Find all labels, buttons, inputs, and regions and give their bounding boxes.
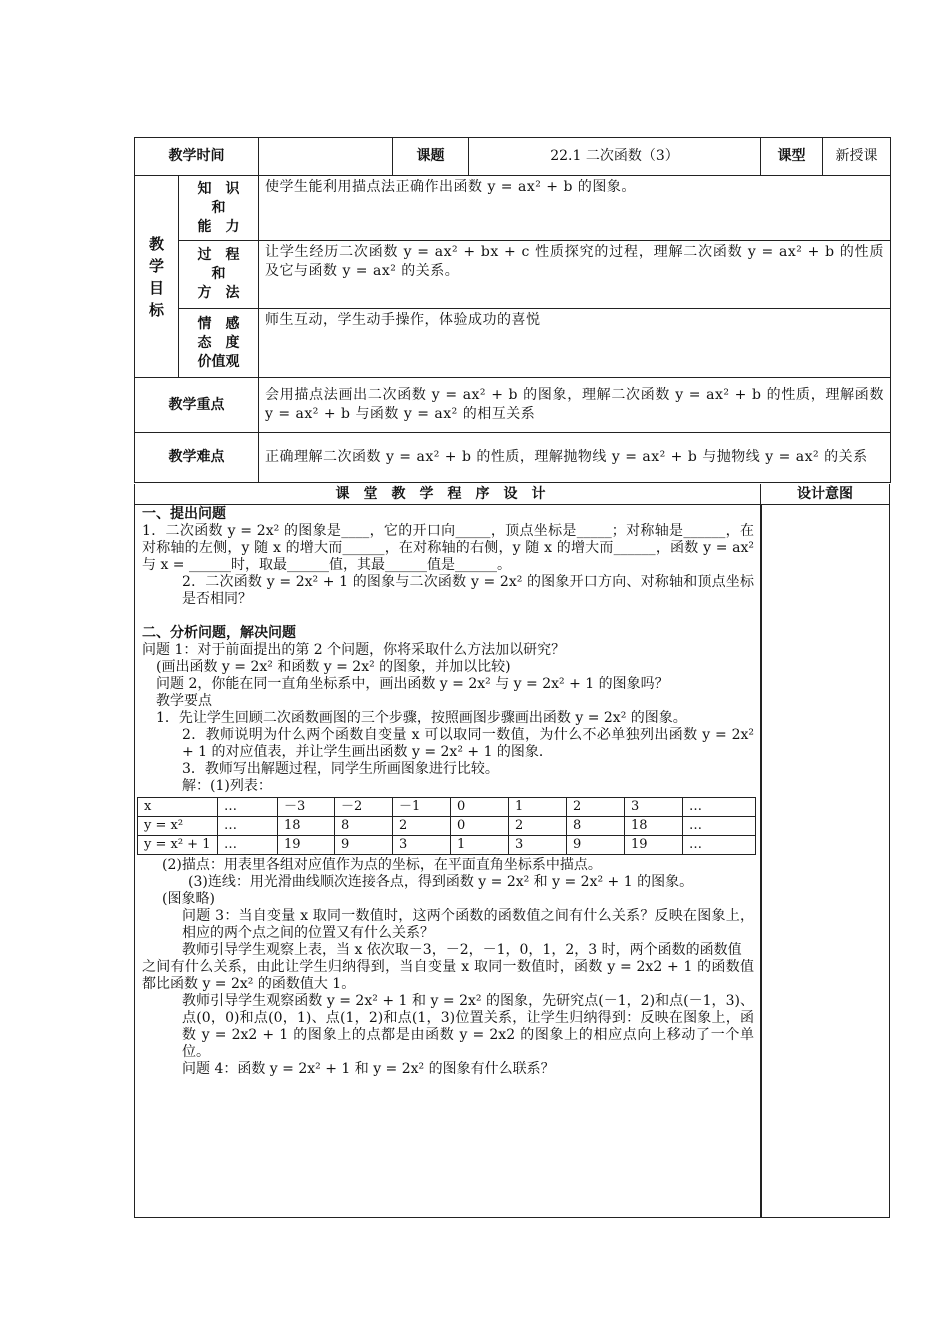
table-row [138, 836, 756, 855]
objective-text-knowledge: 使学生能利用描点法正确作出函数 y = ax² + b 的图象。 [259, 176, 891, 241]
step-2: (2)描点：用表里各组对应值作为点的坐标，在平面直角坐标系中描点。 [162, 857, 602, 873]
objective-text-emotion: 师生互动，学生动手操作，体验成功的喜悦 [259, 309, 891, 378]
objective-label-emotion [179, 309, 259, 378]
difficulties-text: 正确理解二次函数 y = ax² + b 的性质，理解抛物线 y = ax² + b 与抛物线 y = ax² 的关系 [259, 433, 891, 483]
part1-title: 一、提出问题 [142, 506, 226, 522]
table-cell: 3 [393, 836, 451, 855]
table-cell: y = x² + 1 [138, 836, 218, 855]
label-line: 态 度 [197, 334, 240, 351]
topic-label: 课题 [393, 138, 469, 176]
label-line: 能 力 [197, 218, 240, 235]
label-line: 方 法 [197, 285, 240, 301]
teaching-point-2: 2．教师说明为什么两个函数自变量 x 可以取同一数值，为什么不必单独列出函数 y = 2x² + 1 的对应值表，并让学生画出函数 y = 2x² + 1 的图象． [182, 727, 754, 760]
topic-value: 22.1 二次函数（3） [469, 138, 761, 176]
key-points-text: 会用描点法画出二次函数 y = ax² + b 的图象，理解二次函数 y = ax² + b 的性质，理解函数 y = ax² + b 与函数 y = ax² 的相互关系 [259, 378, 891, 433]
objective-text-process: 让学生经历二次函数 y = ax² + bx + c 性质探究的过程，理解二次函数 y = ax² + b 的性质及它与函数 y = ax² 的关系。 [259, 241, 891, 309]
problem-1: 问题 1：对于前面提出的第 2 个问题，你将采取什么方法加以研究？ [142, 642, 566, 658]
column-divider [760, 504, 762, 1217]
procedure-section [134, 484, 890, 1218]
figure-omitted: (图象略) [162, 891, 215, 907]
table-cell: … [683, 798, 756, 817]
lesson-plan-header-table [134, 137, 891, 483]
procedure-title: 课堂教学程序设计 [135, 484, 761, 505]
teaching-point-1: 1．先让学生回顾二次函数画图的三个步骤，按照画图步骤画出函数 y = 2x² 的图象。 [156, 710, 687, 726]
label-line: 和 [211, 266, 226, 282]
table-cell: x [138, 798, 218, 817]
table-cell: －3 [278, 798, 335, 817]
objectives-label-text: 教学目标 [148, 234, 164, 319]
guidance-1: 教师引导学生观察上表，当 x 依次取－3，－2，－1，0，1，2，3 时，两个函数的函数值 [182, 942, 742, 958]
type-value: 新授课 [823, 138, 891, 176]
label-line: 价值观 [197, 353, 240, 370]
table-cell: 2 [393, 817, 451, 836]
table-cell: 0 [451, 798, 509, 817]
table-cell: 9 [335, 836, 393, 855]
table-cell: 1 [451, 836, 509, 855]
table-cell: －2 [335, 798, 393, 817]
label-line: 情 感 [197, 315, 240, 332]
problem-2: 问题 2，你能在同一直角坐标系中，画出函数 y = 2x² 与 y = 2x² + 1 的图象吗？ [156, 676, 669, 692]
procedure-content [142, 506, 754, 1078]
table-row [138, 817, 756, 836]
problem-3: 问题 3：当自变量 x 取同一数值时，这两个函数的函数值之间有什么关系？反映在图象上，相应的两个点之间的位置又有什么关系？ [182, 908, 754, 941]
table-cell: 18 [625, 817, 683, 836]
table-cell: 2 [509, 817, 567, 836]
table-cell: 9 [567, 836, 625, 855]
table-cell: y = x² [138, 817, 218, 836]
time-label: 教学时间 [135, 138, 259, 176]
value-table [137, 797, 756, 855]
teaching-point-3: 3．教师写出解题过程，同学生所画图象进行比较。 [182, 761, 499, 777]
label-line: 和 [211, 199, 226, 216]
design-intent-title: 设计意图 [761, 484, 889, 505]
objective-label-knowledge [179, 176, 259, 241]
question-2: 2．二次函数 y = 2x² + 1 的图象与二次函数 y = 2x² 的图象开口方向、对称轴和顶点坐标是否相同？ [182, 574, 754, 607]
label-line: 过 程 [197, 247, 240, 263]
table-cell: 19 [278, 836, 335, 855]
guidance-3: 教师引导学生观察函数 y = 2x² + 1 和 y = 2x² 的图象，先研究点(－1，2)和点(－1，3)、点(0，0)和点(0，1)、点(1，2)和点(1，3)位置关系，让学生归纳得到：反映在图象上，函数 y = 2x2 + 1 的图象上的点都是由函数 y = 2x2 的图象上的相应点向上移动了一个单位。 [182, 993, 754, 1060]
table-cell: 18 [278, 817, 335, 836]
table-cell: 3 [509, 836, 567, 855]
table-cell: … [218, 817, 278, 836]
type-label: 课型 [761, 138, 823, 176]
table-cell: 1 [509, 798, 567, 817]
teaching-points-title: 教学要点 [156, 693, 212, 709]
table-cell: … [683, 817, 756, 836]
label-line: 知 识 [197, 180, 240, 197]
part2-title: 二、分析问题，解决问题 [142, 625, 296, 641]
key-points-label: 教学重点 [135, 378, 259, 433]
table-cell: 8 [335, 817, 393, 836]
table-cell: … [218, 798, 278, 817]
guidance-2: 之间有什么关系，由此让学生归纳得到，当自变量 x 取同一数值时，函数 y = 2x2 + 1 的函数值都比函数 y = 2x² 的函数值大 1。 [142, 959, 754, 992]
table-cell: … [683, 836, 756, 855]
step-3: (3)连线：用光滑曲线顺次连接各点，得到函数 y = 2x² 和 y = 2x² + 1 的图象。 [188, 874, 694, 890]
objectives-label [135, 176, 179, 378]
problem-4: 问题 4：函数 y = 2x² + 1 和 y = 2x² 的图象有什么联系？ [182, 1061, 555, 1077]
table-cell: 19 [625, 836, 683, 855]
difficulties-label: 教学难点 [135, 433, 259, 483]
objective-label-process [179, 241, 259, 309]
problem-1-answer: (画出函数 y = 2x² 和函数 y = 2x² 的图象，并加以比较) [156, 659, 511, 675]
question-1: 1．二次函数 y = 2x² 的图象是____，它的开口向_____，顶点坐标是_____；对称轴是______，在对称轴的左侧，y 随 x 的增大而______，在对称轴的右侧，y 随 x 的增大而______，函数 y = ax² 与 x = ______时，取最______值，其最______值是______。 [142, 523, 754, 573]
table-row [138, 798, 756, 817]
table-cell: … [218, 836, 278, 855]
table-cell: 2 [567, 798, 625, 817]
table-cell: 0 [451, 817, 509, 836]
table-cell: －1 [393, 798, 451, 817]
table-cell: 8 [567, 817, 625, 836]
time-value [259, 138, 393, 176]
solution-label: 解：(1)列表： [182, 778, 272, 794]
table-cell: 3 [625, 798, 683, 817]
